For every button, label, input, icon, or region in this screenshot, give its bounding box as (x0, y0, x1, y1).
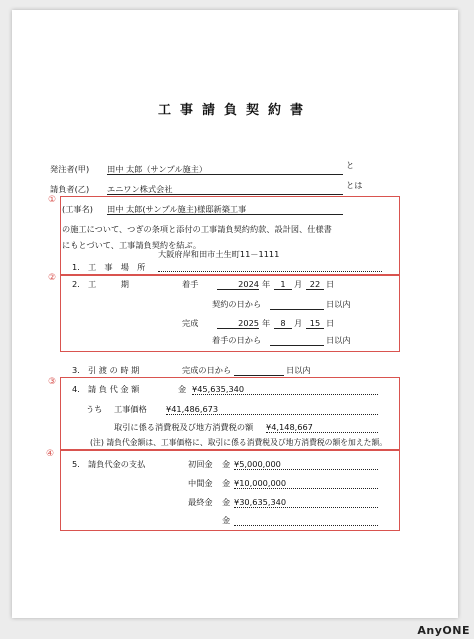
month-unit: 月 (294, 279, 303, 289)
document-title: 工事請負契約書 (157, 103, 312, 118)
terms-text-1: の施工について、つぎの条項と添付の工事請負契約約款、設計図、仕様書 (62, 224, 332, 234)
site-label: 1. 工 事 場 所 (72, 262, 146, 272)
from-contract-label: 契約の日から (212, 299, 262, 309)
month-unit: 月 (294, 318, 303, 328)
terms-text-2: にもとづいて、工事請負契約を結ぶ。 (62, 240, 202, 250)
tax-amount: ¥4,148,667 (266, 422, 378, 433)
start-year: 2024 (217, 279, 259, 290)
middle-payment: ¥10,000,000 (234, 478, 378, 489)
marker-2: ② (48, 273, 57, 283)
year-unit: 年 (262, 279, 271, 289)
amount-prefix: 金 (178, 384, 187, 394)
contractor-suffix: とは (346, 180, 363, 190)
contractor-name: エニワン株式会社 (107, 184, 343, 195)
yen-prefix-blank: 金 (222, 515, 231, 525)
day-unit: 日 (326, 279, 335, 289)
owner-name: 田中 太郎（サンプル施主） (107, 164, 343, 175)
end-month: 8 (274, 318, 292, 329)
completion-label: 完成 (182, 318, 199, 328)
extra-payment (234, 515, 378, 526)
marker-4: ④ (46, 449, 55, 459)
brand-logo: AnyONE (417, 624, 470, 637)
within-days-2: 日以内 (326, 335, 351, 345)
delivery-label: 3. 引 渡 の 時 期 (72, 365, 140, 375)
final-payment: ¥30,635,340 (234, 497, 378, 508)
final-label: 最終金 (188, 497, 213, 507)
contractor-label: 請負者(乙) (50, 184, 90, 194)
yen-prefix: 金 (222, 459, 231, 469)
yen-prefix: 金 (222, 497, 231, 507)
cost-label: 工事価格 (114, 404, 147, 414)
contract-document (12, 10, 458, 618)
tax-label: 取引に係る消費税及び地方消費税の額 (114, 422, 254, 432)
within-days-1: 日以内 (326, 299, 351, 309)
site-underline (158, 271, 382, 272)
initial-label: 初回金 (188, 459, 213, 469)
owner-suffix: と (346, 160, 355, 170)
of-which-label: うち (86, 404, 103, 414)
year-unit: 年 (262, 318, 271, 328)
delivery-days (234, 365, 284, 376)
start-label: 着手 (182, 279, 199, 289)
from-start-label: 着手の日から (212, 335, 262, 345)
project-label: (工事名) (62, 204, 93, 214)
marker-3: ③ (48, 377, 57, 387)
construction-cost: ¥41,486,673 (166, 404, 378, 415)
amount-note: (注) 請負代金額は、工事価格に、取引に係る消費税及び地方消費税の額を加えた額。 (90, 438, 388, 447)
contract-amount: ¥45,635,340 (192, 384, 378, 395)
middle-label: 中間金 (188, 478, 213, 488)
marker-1: ① (48, 195, 57, 205)
owner-label: 発注者(甲) (50, 164, 90, 174)
project-name: 田中 太郎(サンプル施主)様邸新築工事 (107, 204, 343, 215)
from-start-days (270, 335, 324, 346)
site-address: 大阪府岸和田市土生町11－1111 (158, 249, 280, 259)
amount-label: 4. 請 負 代 金 額 (72, 384, 140, 394)
start-month: 1 (274, 279, 292, 290)
end-day: 15 (306, 318, 324, 329)
end-year: 2025 (217, 318, 259, 329)
initial-payment: ¥5,000,000 (234, 459, 378, 470)
yen-prefix: 金 (222, 478, 231, 488)
from-contract-days (270, 299, 324, 310)
period-label: 2. 工 期 (72, 279, 129, 289)
day-unit: 日 (326, 318, 335, 328)
payment-label: 5. 請負代金の支払 (72, 459, 146, 469)
delivery-within: 日以内 (286, 365, 311, 375)
from-completion-label: 完成の日から (182, 365, 232, 375)
start-day: 22 (306, 279, 324, 290)
